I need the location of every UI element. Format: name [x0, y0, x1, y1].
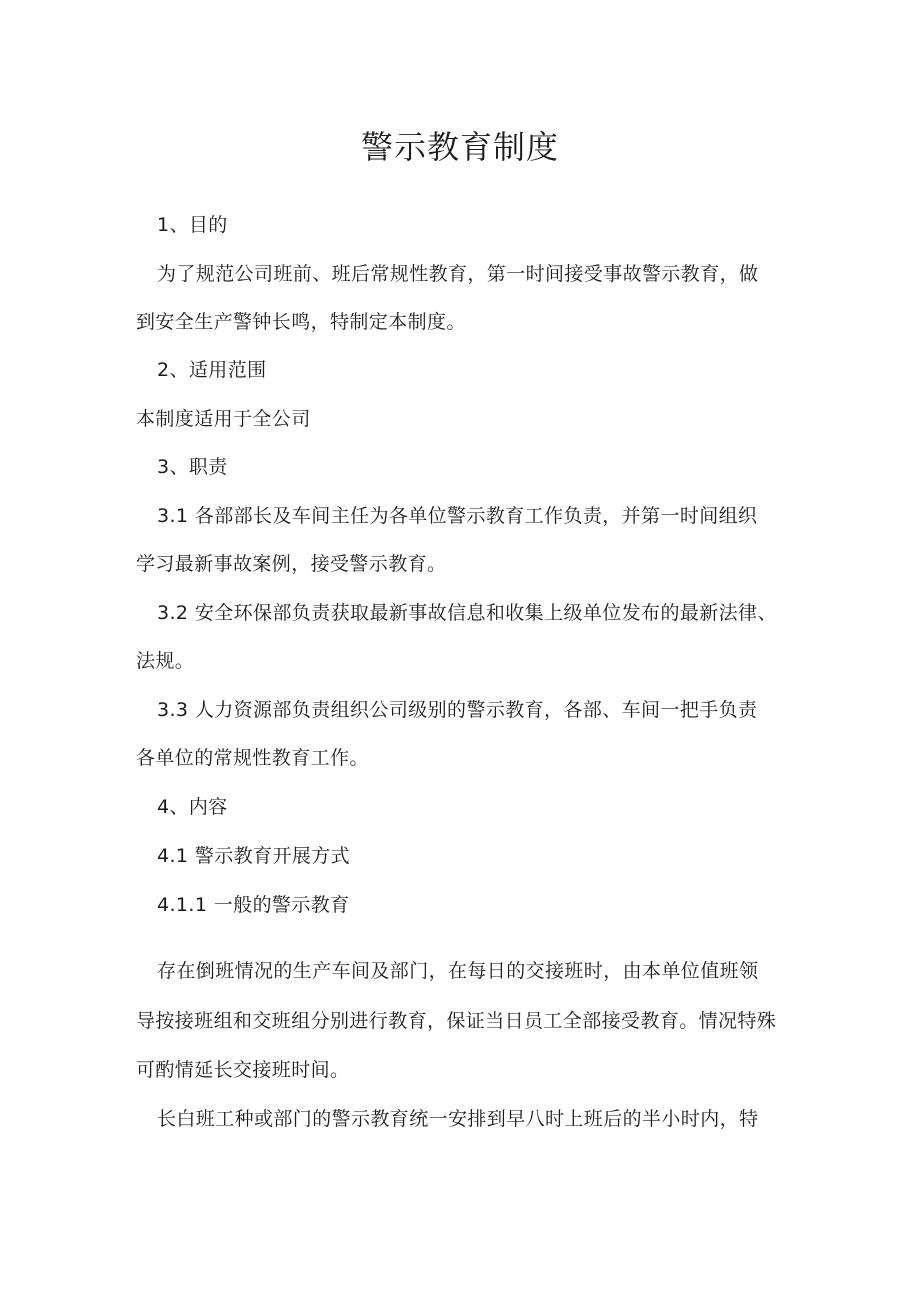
paragraph-line: 3.2 安全环保部负责获取最新事故信息和收集上级单位发布的最新法律、	[157, 602, 777, 624]
section-heading-purpose: 1、目的	[157, 214, 228, 236]
paragraph-line: 长白班工种或部门的警示教育统一安排到早八时上班后的半小时内，特	[157, 1108, 759, 1130]
paragraph-line: 可酌情延长交接班时间。	[136, 1059, 350, 1081]
paragraph-line: 3.1 各部部长及车间主任为各单位警示教育工作负责，并第一时间组织	[157, 505, 758, 527]
paragraph-line: 导按接班组和交班组分别进行教育，保证当日员工全部接受教育。情况特殊	[136, 1010, 777, 1032]
paragraph-line: 学习最新事故案例，接受警示教育。	[136, 553, 447, 575]
paragraph-line: 3.3 人力资源部负责组织公司级别的警示教育，各部、车间一把手负责	[157, 699, 758, 721]
paragraph-line: 法规。	[136, 650, 195, 672]
section-heading-content: 4、内容	[157, 796, 228, 818]
paragraph-line: 各单位的常规性教育工作。	[136, 747, 369, 769]
paragraph-line: 到安全生产警钟长鸣，特制定本制度。	[136, 311, 466, 333]
paragraph-line: 本制度适用于全公司	[136, 408, 311, 430]
section-heading-duties: 3、职责	[157, 456, 228, 478]
section-heading-scope: 2、适用范围	[157, 359, 267, 381]
subsection-heading: 4.1 警示教育开展方式	[157, 845, 351, 867]
paragraph-line: 存在倒班情况的生产车间及部门，在每日的交接班时，由本单位值班领	[157, 960, 759, 982]
subsection-heading: 4.1.1 一般的警示教育	[157, 894, 350, 916]
document-title: 警示教育制度	[360, 128, 559, 166]
paragraph-line: 为了规范公司班前、班后常规性教育，第一时间接受事故警示教育，做	[157, 263, 759, 285]
